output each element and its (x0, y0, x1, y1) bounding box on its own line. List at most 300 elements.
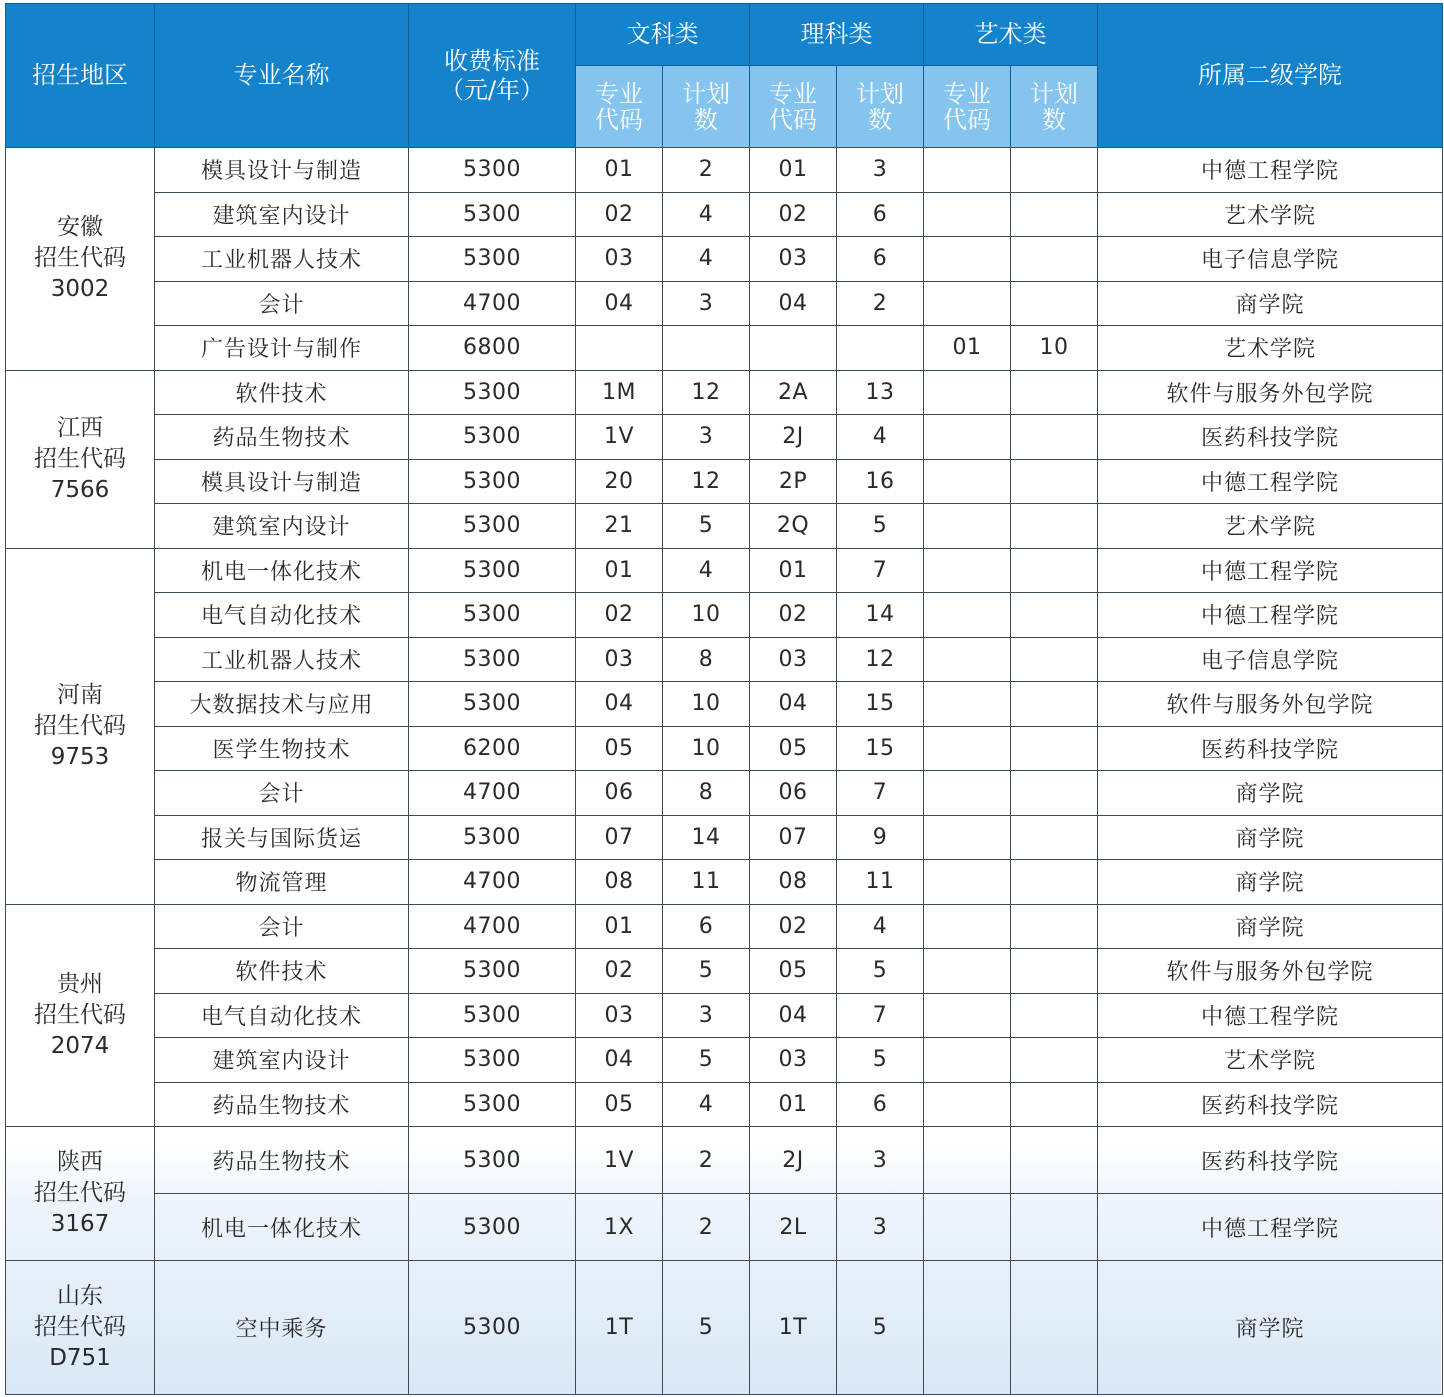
major-cell: 电气自动化技术 (155, 993, 409, 1038)
table-row (6, 1038, 1443, 1083)
yi-code-cell (924, 415, 1011, 460)
subheader-line: 计划 (1030, 79, 1078, 108)
table-row (6, 860, 1443, 905)
yi-plan-cell (1011, 504, 1098, 549)
yi-code-cell (924, 815, 1011, 860)
fee-cell: 6200 (409, 726, 576, 771)
header-fee-unit: （元/年） (439, 75, 545, 104)
fee-cell: 5300 (409, 237, 576, 282)
li-plan-cell: 7 (837, 993, 924, 1038)
fee-cell: 5300 (409, 949, 576, 994)
major-cell: 建筑室内设计 (155, 504, 409, 549)
table-row (6, 1261, 1443, 1395)
li-code-cell: 2L (750, 1194, 837, 1261)
yi-plan-cell (1011, 1194, 1098, 1261)
major-cell: 建筑室内设计 (155, 192, 409, 237)
region-code: 3167 (50, 1211, 110, 1237)
college-cell: 电子信息学院 (1098, 637, 1443, 682)
fee-cell: 5300 (409, 1261, 576, 1395)
table-row (6, 993, 1443, 1038)
yi-plan-cell (1011, 237, 1098, 282)
region-name: 贵州 (57, 970, 103, 997)
yi-code-cell (924, 1261, 1011, 1395)
li-code-cell: 04 (750, 993, 837, 1038)
major-cell: 建筑室内设计 (155, 1038, 409, 1083)
li-plan-cell: 5 (837, 949, 924, 994)
wen-plan-cell: 11 (663, 860, 750, 905)
yi-code-cell (924, 370, 1011, 415)
region-code-label: 招生代码 (34, 1001, 126, 1028)
li-plan-cell: 5 (837, 1038, 924, 1083)
wen-code-cell: 02 (576, 593, 663, 638)
table-row (6, 637, 1443, 682)
college-cell: 商学院 (1098, 771, 1443, 816)
header-li-code (750, 66, 837, 148)
wen-code-cell: 04 (576, 1038, 663, 1083)
region-cell (6, 904, 155, 1127)
college-cell: 医药科技学院 (1098, 1082, 1443, 1127)
college-cell: 商学院 (1098, 860, 1443, 905)
college-cell: 医药科技学院 (1098, 1127, 1443, 1194)
li-code-cell: 05 (750, 726, 837, 771)
wen-code-cell: 01 (576, 548, 663, 593)
wen-plan-cell: 12 (663, 459, 750, 504)
wen-plan-cell: 4 (663, 1082, 750, 1127)
wen-code-cell: 05 (576, 726, 663, 771)
fee-cell: 6800 (409, 326, 576, 371)
wen-plan-cell: 5 (663, 949, 750, 994)
yi-plan-cell (1011, 281, 1098, 326)
header-wen-code (576, 66, 663, 148)
li-code-cell: 01 (750, 548, 837, 593)
table-row (6, 281, 1443, 326)
region-code: 9753 (50, 743, 110, 770)
li-code-cell: 04 (750, 682, 837, 727)
region-cell (6, 1261, 155, 1395)
yi-code-cell (924, 1038, 1011, 1083)
college-cell: 中德工程学院 (1098, 459, 1443, 504)
wen-plan-cell: 5 (663, 1261, 750, 1395)
fee-cell: 5300 (409, 993, 576, 1038)
region-cell (6, 370, 155, 548)
fee-cell: 5300 (409, 1127, 576, 1194)
wen-plan-cell: 10 (663, 593, 750, 638)
region-cell (6, 548, 155, 904)
li-plan-cell: 3 (837, 1127, 924, 1194)
region-cell (6, 1127, 155, 1261)
major-cell: 会计 (155, 281, 409, 326)
subheader-line: 代码 (769, 105, 817, 134)
wen-code-cell: 05 (576, 1082, 663, 1127)
yi-code-cell (924, 237, 1011, 282)
table-row (6, 237, 1443, 282)
li-plan-cell: 7 (837, 771, 924, 816)
subheader-line: 数 (1042, 105, 1066, 134)
wen-plan-cell: 2 (663, 1194, 750, 1261)
major-cell: 药品生物技术 (155, 415, 409, 460)
college-cell: 中德工程学院 (1098, 1194, 1443, 1261)
li-code-cell: 2Q (750, 504, 837, 549)
wen-code-cell: 06 (576, 771, 663, 816)
table-row (6, 1082, 1443, 1127)
li-code-cell: 07 (750, 815, 837, 860)
li-plan-cell: 16 (837, 459, 924, 504)
yi-code-cell (924, 637, 1011, 682)
yi-code-cell: 01 (924, 326, 1011, 371)
yi-plan-cell (1011, 192, 1098, 237)
wen-plan-cell: 8 (663, 771, 750, 816)
wen-code-cell: 07 (576, 815, 663, 860)
college-cell: 医药科技学院 (1098, 415, 1443, 460)
major-cell: 医学生物技术 (155, 726, 409, 771)
region-name: 山东 (57, 1283, 103, 1309)
li-code-cell: 03 (750, 237, 837, 282)
li-code-cell: 08 (750, 860, 837, 905)
college-cell: 软件与服务外包学院 (1098, 949, 1443, 994)
fee-cell: 5300 (409, 548, 576, 593)
yi-plan-cell (1011, 993, 1098, 1038)
fee-cell: 5300 (409, 637, 576, 682)
yi-code-cell (924, 548, 1011, 593)
li-plan-cell: 15 (837, 726, 924, 771)
li-code-cell: 01 (750, 148, 837, 193)
yi-code-cell (924, 593, 1011, 638)
yi-code-cell (924, 192, 1011, 237)
subheader-line: 专业 (943, 79, 991, 108)
table-row (6, 904, 1443, 949)
li-plan-cell: 6 (837, 1082, 924, 1127)
wen-plan-cell: 3 (663, 993, 750, 1038)
yi-plan-cell (1011, 904, 1098, 949)
fee-cell: 5300 (409, 815, 576, 860)
wen-code-cell: 02 (576, 949, 663, 994)
yi-code-cell (924, 459, 1011, 504)
yi-plan-cell (1011, 415, 1098, 460)
wen-plan-cell: 4 (663, 192, 750, 237)
major-cell: 软件技术 (155, 949, 409, 994)
wen-code-cell (576, 326, 663, 371)
yi-code-cell (924, 1082, 1011, 1127)
yi-plan-cell (1011, 1127, 1098, 1194)
region-name: 安徽 (57, 214, 103, 241)
header-yi-code (924, 66, 1011, 148)
wen-plan-cell (663, 326, 750, 371)
fee-cell: 4700 (409, 860, 576, 905)
college-cell: 艺术学院 (1098, 326, 1443, 371)
college-cell: 商学院 (1098, 281, 1443, 326)
header-major: 专业名称 (155, 4, 409, 148)
wen-plan-cell: 2 (663, 1127, 750, 1194)
college-cell: 电子信息学院 (1098, 237, 1443, 282)
li-plan-cell: 6 (837, 237, 924, 282)
wen-plan-cell: 14 (663, 815, 750, 860)
li-plan-cell: 5 (837, 1261, 924, 1395)
header-fee (409, 4, 576, 148)
header-li-plan (837, 66, 924, 148)
fee-cell: 5300 (409, 148, 576, 193)
region-code: 7566 (50, 476, 110, 503)
college-cell: 商学院 (1098, 1261, 1443, 1395)
header-wen-plan (663, 66, 750, 148)
wen-code-cell: 03 (576, 237, 663, 282)
table-row (6, 771, 1443, 816)
major-cell: 模具设计与制造 (155, 148, 409, 193)
header-group-li: 理科类 (750, 4, 924, 66)
li-plan-cell: 4 (837, 904, 924, 949)
fee-cell: 5300 (409, 593, 576, 638)
wen-plan-cell: 10 (663, 682, 750, 727)
yi-plan-cell: 10 (1011, 326, 1098, 371)
fee-cell: 5300 (409, 459, 576, 504)
college-cell: 中德工程学院 (1098, 993, 1443, 1038)
major-cell: 工业机器人技术 (155, 637, 409, 682)
major-cell: 大数据技术与应用 (155, 682, 409, 727)
fee-cell: 5300 (409, 504, 576, 549)
yi-code-cell (924, 504, 1011, 549)
wen-plan-cell: 3 (663, 415, 750, 460)
header-region: 招生地区 (6, 4, 155, 148)
yi-plan-cell (1011, 593, 1098, 638)
major-cell: 报关与国际货运 (155, 815, 409, 860)
wen-plan-cell: 6 (663, 904, 750, 949)
yi-plan-cell (1011, 682, 1098, 727)
wen-code-cell: 1V (576, 415, 663, 460)
major-cell: 电气自动化技术 (155, 593, 409, 638)
yi-plan-cell (1011, 370, 1098, 415)
yi-plan-cell (1011, 637, 1098, 682)
wen-plan-cell: 10 (663, 726, 750, 771)
yi-code-cell (924, 281, 1011, 326)
fee-cell: 5300 (409, 370, 576, 415)
table-row (6, 726, 1443, 771)
yi-code-cell (924, 993, 1011, 1038)
yi-plan-cell (1011, 949, 1098, 994)
wen-plan-cell: 8 (663, 637, 750, 682)
region-code-label: 招生代码 (34, 245, 126, 272)
wen-plan-cell: 2 (663, 148, 750, 193)
table-row (6, 148, 1443, 193)
header-yi-plan (1011, 66, 1098, 148)
major-cell: 药品生物技术 (155, 1082, 409, 1127)
subheader-line: 代码 (595, 105, 643, 134)
wen-code-cell: 08 (576, 860, 663, 905)
region-code: 3002 (50, 276, 110, 303)
subheader-line: 专业 (769, 79, 817, 108)
wen-code-cell: 1T (576, 1261, 663, 1395)
wen-code-cell: 1V (576, 1127, 663, 1194)
li-plan-cell: 6 (837, 192, 924, 237)
region-cell (6, 148, 155, 371)
table-header (6, 4, 1443, 148)
major-cell: 会计 (155, 771, 409, 816)
wen-code-cell: 21 (576, 504, 663, 549)
li-plan-cell: 12 (837, 637, 924, 682)
college-cell: 软件与服务外包学院 (1098, 370, 1443, 415)
table-row (6, 326, 1443, 371)
major-cell: 会计 (155, 904, 409, 949)
li-code-cell: 02 (750, 593, 837, 638)
wen-code-cell: 20 (576, 459, 663, 504)
wen-code-cell: 1M (576, 370, 663, 415)
table-row (6, 415, 1443, 460)
yi-plan-cell (1011, 1261, 1098, 1395)
wen-code-cell: 03 (576, 993, 663, 1038)
college-cell: 医药科技学院 (1098, 726, 1443, 771)
fee-cell: 5300 (409, 415, 576, 460)
li-code-cell: 05 (750, 949, 837, 994)
yi-code-cell (924, 148, 1011, 193)
table-row (6, 192, 1443, 237)
yi-plan-cell (1011, 1038, 1098, 1083)
yi-code-cell (924, 682, 1011, 727)
li-code-cell: 1T (750, 1261, 837, 1395)
fee-cell: 4700 (409, 281, 576, 326)
table-row (6, 949, 1443, 994)
wen-code-cell: 01 (576, 148, 663, 193)
li-plan-cell: 15 (837, 682, 924, 727)
major-cell: 药品生物技术 (155, 1127, 409, 1194)
li-plan-cell: 11 (837, 860, 924, 905)
wen-plan-cell: 5 (663, 1038, 750, 1083)
fee-cell: 5300 (409, 1194, 576, 1261)
yi-code-cell (924, 860, 1011, 905)
region-code-label: 招生代码 (34, 712, 126, 739)
major-cell: 机电一体化技术 (155, 1194, 409, 1261)
fee-cell: 5300 (409, 1082, 576, 1127)
region-code-label: 招生代码 (34, 1314, 126, 1340)
fee-cell: 5300 (409, 682, 576, 727)
yi-code-cell (924, 771, 1011, 816)
college-cell: 商学院 (1098, 815, 1443, 860)
li-code-cell: 2J (750, 415, 837, 460)
li-code-cell: 2A (750, 370, 837, 415)
college-cell: 软件与服务外包学院 (1098, 682, 1443, 727)
yi-plan-cell (1011, 860, 1098, 905)
li-code-cell: 2J (750, 1127, 837, 1194)
region-name: 陕西 (57, 1149, 103, 1175)
subheader-line: 计划 (856, 79, 904, 108)
major-cell: 空中乘务 (155, 1261, 409, 1395)
wen-plan-cell: 4 (663, 548, 750, 593)
yi-code-cell (924, 949, 1011, 994)
li-code-cell: 04 (750, 281, 837, 326)
college-cell: 中德工程学院 (1098, 593, 1443, 638)
li-plan-cell: 4 (837, 415, 924, 460)
major-cell: 机电一体化技术 (155, 548, 409, 593)
college-cell: 商学院 (1098, 904, 1443, 949)
wen-code-cell: 03 (576, 637, 663, 682)
yi-code-cell (924, 1194, 1011, 1261)
college-cell: 艺术学院 (1098, 192, 1443, 237)
yi-plan-cell (1011, 148, 1098, 193)
fee-cell: 5300 (409, 192, 576, 237)
yi-plan-cell (1011, 1082, 1098, 1127)
yi-code-cell (924, 904, 1011, 949)
header-college: 所属二级学院 (1098, 4, 1443, 148)
yi-plan-cell (1011, 815, 1098, 860)
region-name: 江西 (57, 414, 103, 441)
region-name: 河南 (57, 681, 103, 708)
li-plan-cell: 3 (837, 148, 924, 193)
table-row (6, 504, 1443, 549)
yi-code-cell (924, 726, 1011, 771)
li-code-cell: 03 (750, 1038, 837, 1083)
yi-code-cell (924, 1127, 1011, 1194)
fee-cell: 4700 (409, 904, 576, 949)
yi-plan-cell (1011, 726, 1098, 771)
wen-plan-cell: 4 (663, 237, 750, 282)
wen-code-cell: 1X (576, 1194, 663, 1261)
li-plan-cell: 3 (837, 1194, 924, 1261)
region-code: 2074 (50, 1032, 110, 1059)
table-row (6, 548, 1443, 593)
li-plan-cell: 7 (837, 548, 924, 593)
major-cell: 广告设计与制作 (155, 326, 409, 371)
major-cell: 软件技术 (155, 370, 409, 415)
enrollment-table-container (5, 3, 1441, 1395)
table-row (6, 593, 1443, 638)
li-code-cell (750, 326, 837, 371)
li-plan-cell: 9 (837, 815, 924, 860)
li-plan-cell: 14 (837, 593, 924, 638)
header-fee-label: 收费标准 (444, 46, 540, 75)
table-row (6, 1194, 1443, 1261)
table-row (6, 815, 1443, 860)
table-row (6, 370, 1443, 415)
wen-plan-cell: 5 (663, 504, 750, 549)
subheader-line: 代码 (943, 105, 991, 134)
table-row (6, 682, 1443, 727)
wen-code-cell: 01 (576, 904, 663, 949)
enrollment-plan-table (5, 3, 1443, 1395)
wen-plan-cell: 12 (663, 370, 750, 415)
li-code-cell: 01 (750, 1082, 837, 1127)
wen-plan-cell: 3 (663, 281, 750, 326)
wen-code-cell: 02 (576, 192, 663, 237)
wen-code-cell: 04 (576, 682, 663, 727)
region-code: D751 (49, 1345, 111, 1371)
li-code-cell: 02 (750, 192, 837, 237)
table-row (6, 1127, 1443, 1194)
table-row (6, 459, 1443, 504)
fee-cell: 5300 (409, 1038, 576, 1083)
li-code-cell: 06 (750, 771, 837, 816)
major-cell: 模具设计与制造 (155, 459, 409, 504)
li-code-cell: 03 (750, 637, 837, 682)
region-code-label: 招生代码 (34, 445, 126, 472)
college-cell: 中德工程学院 (1098, 548, 1443, 593)
li-plan-cell (837, 326, 924, 371)
yi-plan-cell (1011, 771, 1098, 816)
table-body (6, 148, 1443, 1395)
college-cell: 艺术学院 (1098, 1038, 1443, 1083)
li-plan-cell: 5 (837, 504, 924, 549)
wen-code-cell: 04 (576, 281, 663, 326)
yi-plan-cell (1011, 548, 1098, 593)
major-cell: 工业机器人技术 (155, 237, 409, 282)
subheader-line: 计划 (682, 79, 730, 108)
subheader-line: 数 (694, 105, 718, 134)
subheader-line: 数 (868, 105, 892, 134)
major-cell: 物流管理 (155, 860, 409, 905)
li-plan-cell: 2 (837, 281, 924, 326)
li-plan-cell: 13 (837, 370, 924, 415)
college-cell: 中德工程学院 (1098, 148, 1443, 193)
college-cell: 艺术学院 (1098, 504, 1443, 549)
region-code-label: 招生代码 (34, 1180, 126, 1206)
header-group-wen: 文科类 (576, 4, 750, 66)
fee-cell: 4700 (409, 771, 576, 816)
